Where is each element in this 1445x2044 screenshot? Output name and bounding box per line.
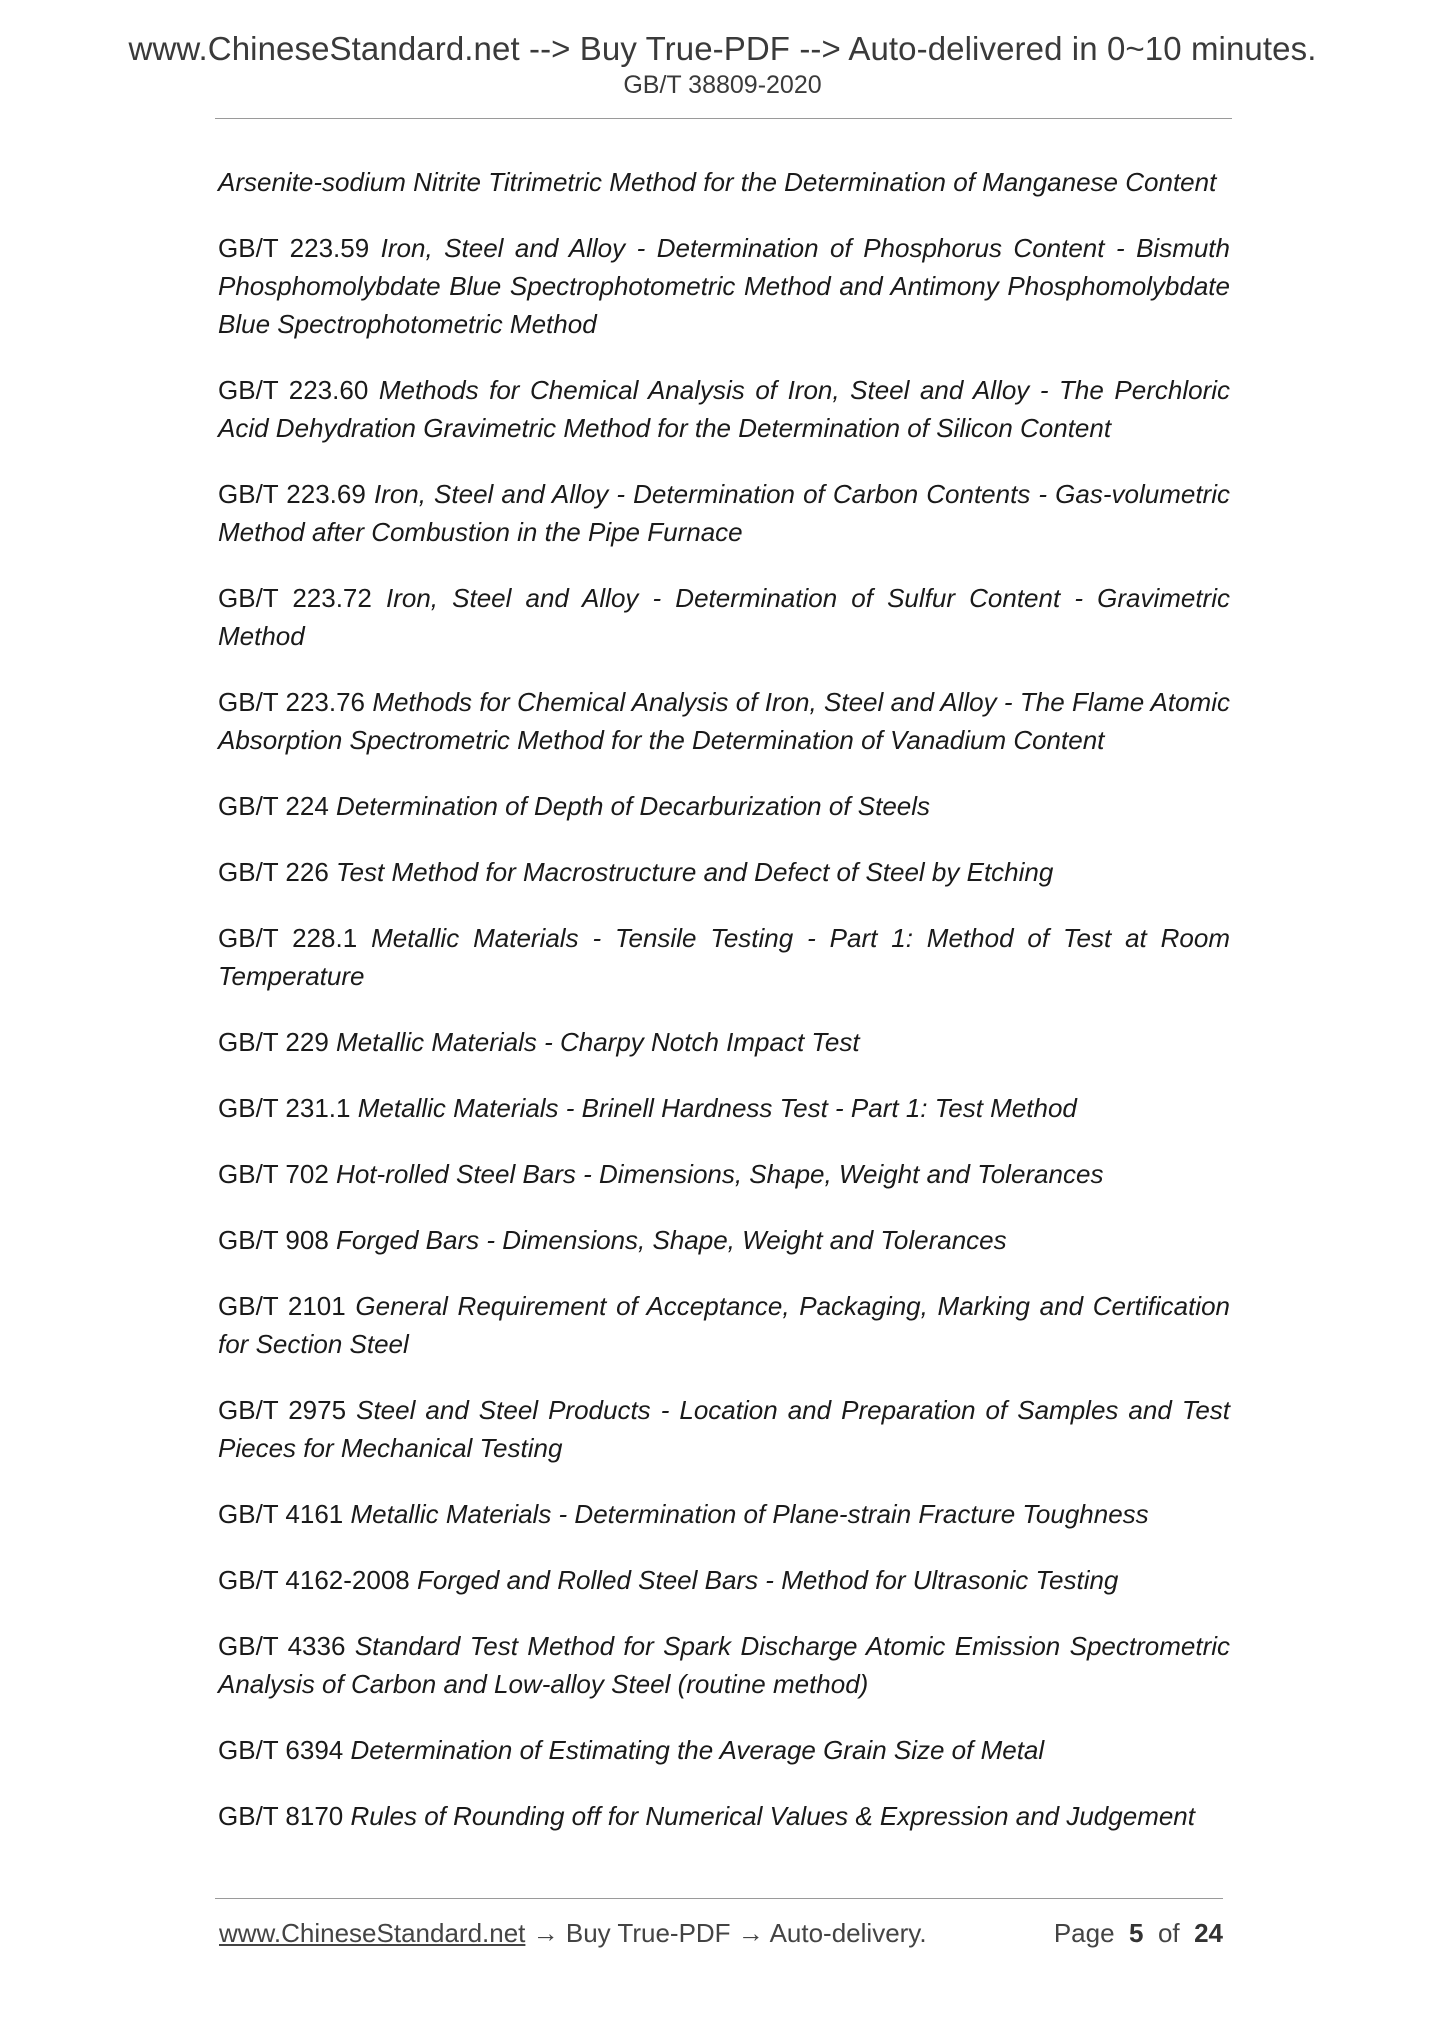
reference-title: Iron, Steel and Alloy - Determination of Carbon Contents - Gas-volumetric Method after Combustion in the Pipe Furnace xyxy=(218,479,1230,547)
reference-entry xyxy=(218,1287,1230,1363)
reference-title: Methods for Chemical Analysis of Iron, Steel and Alloy - The Perchloric Acid Dehydration Gravimetric Method for the Determination of Silicon Content xyxy=(218,375,1230,443)
reference-title: Metallic Materials - Tensile Testing - Part 1: Method of Test at Room Temperature xyxy=(218,923,1230,991)
reference-entry xyxy=(218,1495,1230,1533)
reference-code: GB/T 702 xyxy=(218,1159,329,1189)
reference-entry xyxy=(218,1155,1230,1193)
reference-entry xyxy=(218,475,1230,551)
reference-entry xyxy=(218,919,1230,995)
reference-title: Rules of Rounding off for Numerical Values & Expression and Judgement xyxy=(350,1801,1195,1831)
reference-code: GB/T 6394 xyxy=(218,1735,344,1765)
of-label: of xyxy=(1157,1918,1180,1948)
reference-code: GB/T 223.60 xyxy=(218,375,369,405)
reference-code: GB/T 2101 xyxy=(218,1291,346,1321)
reference-code: GB/T 8170 xyxy=(218,1801,344,1831)
footer-divider xyxy=(215,1898,1223,1899)
reference-title: Metallic Materials - Determination of Plane-strain Fracture Toughness xyxy=(350,1499,1149,1529)
reference-code: GB/T 224 xyxy=(218,791,329,821)
reference-code: GB/T 223.72 xyxy=(218,583,372,613)
page-indicator xyxy=(1054,1918,1223,1949)
reference-code: GB/T 223.76 xyxy=(218,687,366,717)
reference-title: Hot-rolled Steel Bars - Dimensions, Shape, Weight and Tolerances xyxy=(336,1159,1104,1189)
reference-title: Arsenite-sodium Nitrite Titrimetric Method for the Determination of Manganese Content xyxy=(218,167,1217,197)
reference-code: GB/T 4162-2008 xyxy=(218,1565,410,1595)
reference-code: GB/T 4161 xyxy=(218,1499,344,1529)
header-banner: www.ChineseStandard.net --> Buy True-PDF --> Auto-delivered in 0~10 minutes. xyxy=(128,30,1317,67)
reference-entry xyxy=(218,163,1230,201)
reference-code: GB/T 228.1 xyxy=(218,923,358,953)
reference-code: GB/T 4336 xyxy=(218,1631,346,1661)
reference-entry xyxy=(218,1221,1230,1259)
reference-entry xyxy=(218,787,1230,825)
header-divider xyxy=(215,118,1232,119)
reference-title: Standard Test Method for Spark Discharge Atomic Emission Spectrometric Analysis of Carbon and Low-alloy Steel (routine method) xyxy=(218,1631,1231,1699)
reference-title: Steel and Steel Products - Location and Preparation of Samples and Test Pieces for Mechanical Testing xyxy=(218,1395,1231,1463)
page-number: 5 xyxy=(1129,1918,1144,1948)
reference-code: GB/T 223.69 xyxy=(218,479,366,509)
reference-title: Iron, Steel and Alloy - Determination of Phosphorus Content - Bismuth Phosphomolybdate Blue Spectrophotometric Method and Antimony Phosphomolybdate Blue Spectrophotometric Method xyxy=(218,233,1230,339)
reference-title: Test Method for Macrostructure and Defect of Steel by Etching xyxy=(336,857,1054,887)
reference-entry xyxy=(218,1627,1230,1703)
reference-title: Methods for Chemical Analysis of Iron, Steel and Alloy - The Flame Atomic Absorption Spectrometric Method for the Determination of Vanadium Content xyxy=(218,687,1230,755)
reference-entry xyxy=(218,1561,1230,1599)
reference-entry xyxy=(218,229,1230,343)
delivery-text: → Buy True-PDF → Auto-delivery. xyxy=(525,1918,927,1948)
reference-code: GB/T 231.1 xyxy=(218,1093,351,1123)
reference-title: Iron, Steel and Alloy - Determination of Sulfur Content - Gravimetric Method xyxy=(218,583,1230,651)
reference-entry xyxy=(218,1089,1230,1127)
page-footer xyxy=(219,1918,1223,1958)
standard-code: GB/T 38809-2020 xyxy=(623,71,822,99)
reference-title: General Requirement of Acceptance, Packaging, Marking and Certification for Section Steel xyxy=(218,1291,1230,1359)
reference-title: Determination of Estimating the Average Grain Size of Metal xyxy=(350,1735,1045,1765)
reference-entry xyxy=(218,371,1230,447)
reference-code: GB/T 226 xyxy=(218,857,329,887)
reference-entry xyxy=(218,1797,1230,1835)
page-total: 24 xyxy=(1194,1918,1223,1948)
reference-code: GB/T 223.59 xyxy=(218,233,370,263)
reference-title: Metallic Materials - Brinell Hardness Test - Part 1: Test Method xyxy=(357,1093,1077,1123)
reference-title: Forged Bars - Dimensions, Shape, Weight and Tolerances xyxy=(336,1225,1007,1255)
reference-entry xyxy=(218,1731,1230,1769)
reference-title: Metallic Materials - Charpy Notch Impact Test xyxy=(336,1027,860,1057)
reference-title: Determination of Depth of Decarburization of Steels xyxy=(336,791,931,821)
reference-code: GB/T 908 xyxy=(218,1225,329,1255)
reference-entry xyxy=(218,579,1230,655)
reference-code: GB/T 229 xyxy=(218,1027,329,1057)
site-link[interactable]: www.ChineseStandard.net xyxy=(219,1918,526,1948)
reference-title: Forged and Rolled Steel Bars - Method for Ultrasonic Testing xyxy=(417,1565,1119,1595)
reference-entry xyxy=(218,683,1230,759)
reference-entry xyxy=(218,1391,1230,1467)
footer-left xyxy=(219,1918,927,1949)
reference-entry xyxy=(218,853,1230,891)
reference-entry xyxy=(218,1023,1230,1061)
reference-list xyxy=(218,163,1230,1863)
page-label: Page xyxy=(1053,1918,1115,1948)
reference-code: GB/T 2975 xyxy=(218,1395,347,1425)
